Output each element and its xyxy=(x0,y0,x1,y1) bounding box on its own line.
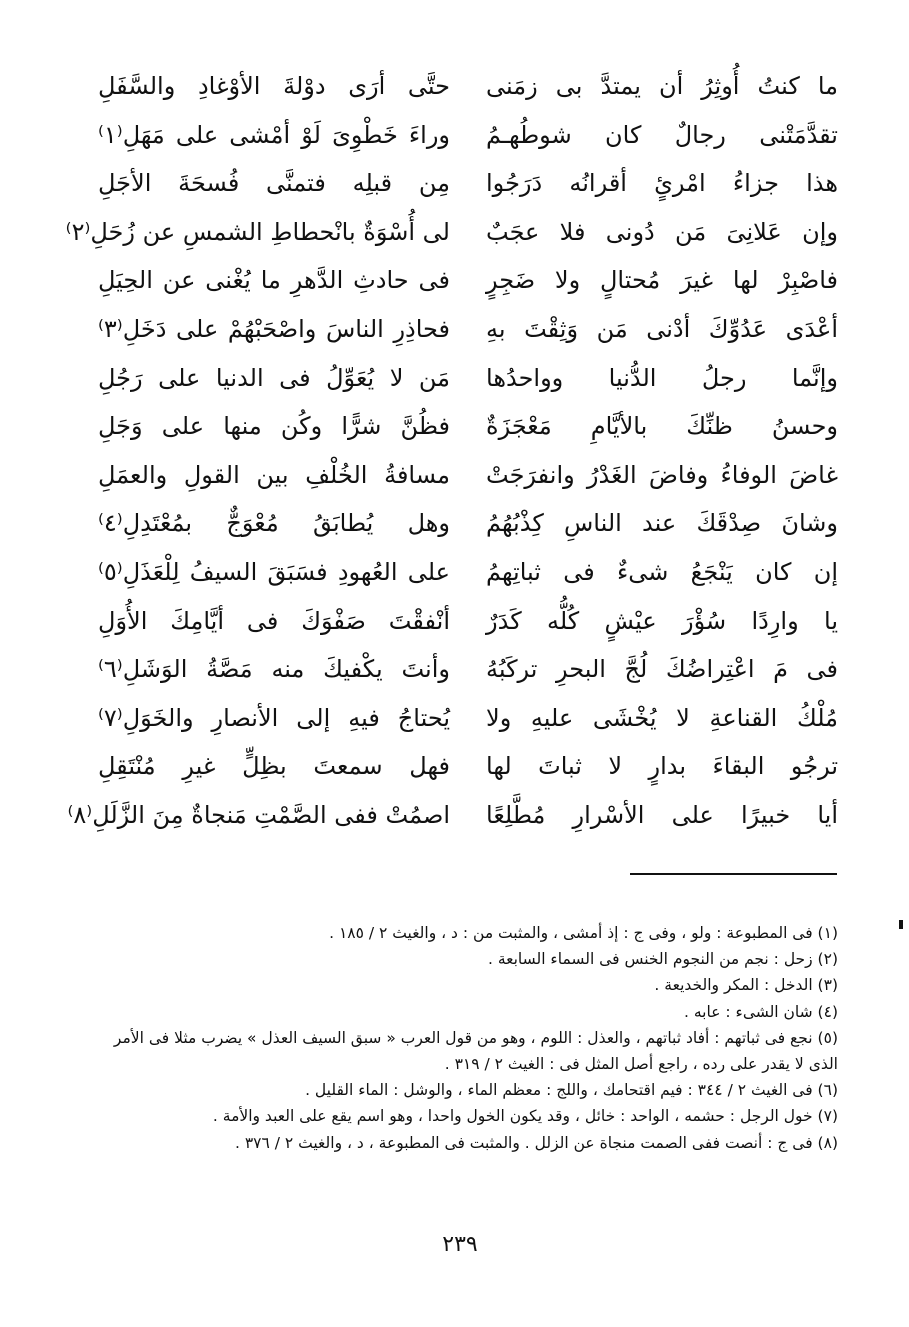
hemistich-left-8: فظُنَّ شرًّا وكُن منها على وَجَلِ xyxy=(98,412,450,441)
hemistich-right-6: أعْدَى عَدُوِّكَ أدْنى مَن وَثِقْتَ بهِ xyxy=(486,315,838,343)
hemistich-left-3: مِن قبلِه فتمنَّى فُسحَةَ الأجَلِ xyxy=(98,169,450,198)
hemistich-right-1: ما كنتُ أُوثِرُ أن يمتدَّ بى زمَنى xyxy=(486,72,838,100)
hemistich-right-9: غاضَ الوفاءُ وفاضَ الغَدْرُ وانفرَجَتْ xyxy=(486,460,838,489)
hemistich-right-2: تقدَّمَتْنى رجالٌ كان شوطُهـمُ xyxy=(486,120,838,149)
hemistich-right-16: أيا خبيرًا على الأسْرارِ مُطَّلِعًا xyxy=(486,801,838,829)
hemistich-left-9: مسافةُ الخُلْفِ بين القولِ والعمَلِ xyxy=(98,460,450,489)
footnote-3: (٣) الدخل : المكر والخديعة . xyxy=(654,976,838,995)
hemistich-left-11: على العُهودِ فسَبَقَ السيفُ لِلْعَذَلِ⁽٥⁾ xyxy=(98,558,450,586)
hemistich-left-10: وهل يُطابَقُ مُعْوَجٌّ بمُعْتَدِلِ⁽٤⁾ xyxy=(98,509,450,538)
hemistich-left-4: لى أُسْوَةٌ بانْحطاطِ الشمسِ عن زُحَلِ⁽٢⁾ xyxy=(65,217,450,246)
hemistich-left-5: فى حادثِ الدَّهرِ ما يُغْنى عن الحِيَلِ xyxy=(98,266,450,295)
hemistich-left-16: اصمُتْ ففى الصَّمْتِ مَنجاةٌ مِنَ الزَّلَلِ⁽٨⁾ xyxy=(67,801,450,829)
hemistich-right-4: وإن عَلانِىَ مَن دُونى فلا عجَبٌ xyxy=(486,217,838,246)
footnotes xyxy=(108,920,838,1156)
footnote-divider xyxy=(630,873,837,875)
hemistich-left-12: أنْفقْتَ صَفْوَكَ فى أيَّامِكَ الأُوَلِ xyxy=(98,606,450,635)
hemistich-left-13: وأنتَ يكْفيكَ منه مَصَّةُ الوَشَلِ⁽٦⁾ xyxy=(98,655,450,684)
footnote-7: (٧) خول الرجل : حشمه ، الواحد : خائل ، وقد يكون الخول واحدا ، وهو اسم يقع على العبد والأمة . xyxy=(212,1107,838,1126)
hemistich-right-15: ترجُو البقاءَ بدارٍ لا ثباتَ لها xyxy=(486,752,838,781)
hemistich-right-5: فاصْبِرْ لها غيرَ مُحتالٍ ولا ضَجِرٍ xyxy=(486,266,838,295)
hemistich-right-11: إن كان يَنْجَعُ شىءٌ فى ثباتِهمُ xyxy=(486,558,838,586)
footnote-2: (٢) زحل : نجم من النجوم الخنس فى السماء السابعة . xyxy=(487,950,838,969)
hemistich-left-7: مَن لا يُعَوِّلُ فى الدنيا على رَجُلِ xyxy=(98,363,450,392)
footnote-6: (٦) فى الغيث ٢ / ٣٤٤ : فيم اقتحامك ، واللج : معظم الماء ، والوشل : الماء القليل . xyxy=(305,1081,838,1100)
hemistich-left-14: يُحتاجُ فيهِ إلى الأنصارِ والخَوَلِ⁽٧⁾ xyxy=(98,703,450,732)
hemistich-left-2: وراءَ خَطْوِىَ لَوْ أمْشى على مَهَلِ⁽١⁾ xyxy=(98,120,450,149)
hemistich-right-7: وإنَّما رجلُ الدُّنيا وواحدُها xyxy=(486,363,838,392)
hemistich-right-12: يا وارِدًا سُؤْرَ عيْشٍ كُلُّه كَدَرٌ xyxy=(486,606,838,635)
footnote-1: (١) فى المطبوعة : ولو ، وفى ج : إذ أمشى ، والمثبت من : د ، والغيث ٢ / ١٨٥ . xyxy=(329,924,838,942)
poem xyxy=(65,62,838,852)
edge-mark xyxy=(899,920,903,929)
footnote-5: (٥) نجع فى ثباتهم : أفاد ثباتهم ، والعذل : اللوم ، وهو من قول العرب « سبق السيف العذل » يضرب مثلا فى الأمر الذى لا يقدر على رده ، راجع أصل المثل فى : الغيث ٢ / ٣١٩ . xyxy=(113,1028,838,1074)
footnote-4: (٤) شان الشىء : عابه . xyxy=(684,1002,838,1021)
page-number: ٢٣٩ xyxy=(442,1232,478,1257)
hemistich-right-14: مُلْكُ القناعةِ لا يُخْشَى عليهِ ولا xyxy=(486,703,838,732)
hemistich-left-15: فهل سمعتَ بظِلٍّ غيرِ مُنْتَقِلِ xyxy=(98,752,450,781)
hemistich-left-6: فحاذِرِ الناسَ واصْحَبْهُمْ على دَخَلِ⁽٣⁾ xyxy=(98,315,450,343)
footnote-8: (٨) فى ج : أنصت ففى الصمت منجاة عن الزلل . والمثبت فى المطبوعة ، د ، والغيث ٢ / ٣٧٦ . xyxy=(234,1133,838,1152)
hemistich-right-10: وشانَ صِدْقَكَ عند الناسِ كِذْبُهُمُ xyxy=(486,509,838,538)
hemistich-right-3: هذا جزاءُ امْرئٍ أقرانُه دَرَجُوا xyxy=(486,169,838,198)
hemistich-right-13: فى مَ اعْتِراضُكَ لُجَّ البحرِ تركَبُهُ xyxy=(486,655,838,684)
hemistich-right-8: وحسنُ ظنِّكَ بالأيَّامِ مَعْجَزَةٌ xyxy=(486,412,838,441)
hemistich-left-1: حتَّى أرَى دوْلةَ الأوْغادِ والسَّفَلِ xyxy=(98,72,450,100)
